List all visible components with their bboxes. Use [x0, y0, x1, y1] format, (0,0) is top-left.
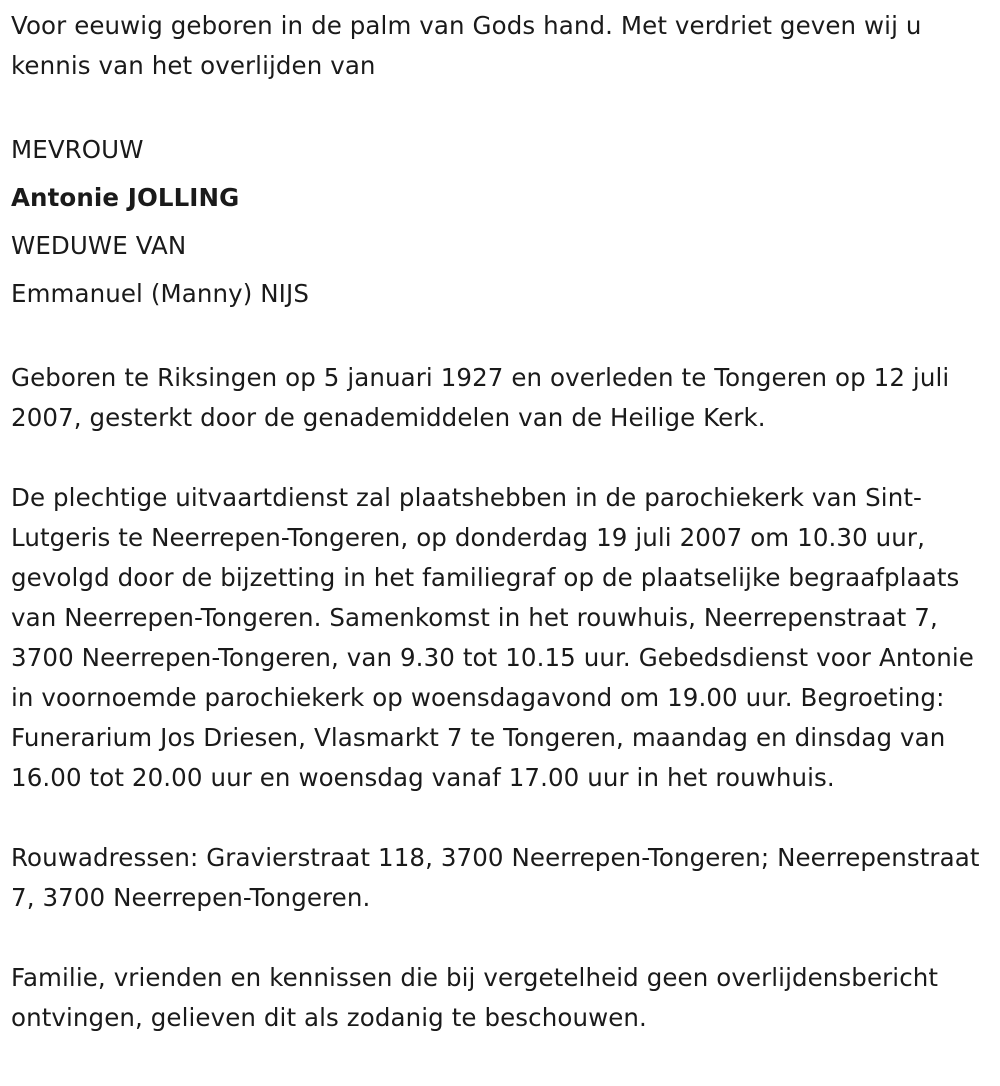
- addresses-paragraph: Rouwadressen: Gravierstraat 118, 3700 Neerrepen-Tongeren; Neerrepenstraat 7, 3700 Neerrepen-Tongeren.: [11, 843, 980, 912]
- obituary-notice: [11, 6, 986, 1038]
- spacer: [11, 86, 986, 126]
- spacer: [11, 798, 986, 838]
- spouse-name: Emmanuel (Manny) NIJS: [11, 279, 309, 308]
- honorific: MEVROUW: [11, 135, 144, 164]
- spacer: [11, 318, 986, 358]
- deceased-block: [11, 126, 986, 318]
- relation-label: WEDUWE VAN: [11, 231, 187, 260]
- deceased-name: Antonie JOLLING: [11, 183, 240, 212]
- spacer: [11, 918, 986, 958]
- closing-paragraph: Familie, vrienden en kennissen die bij vergetelheid geen overlijdensbericht ontvingen, gelieven dit als zodanig te beschouwen.: [11, 963, 939, 1032]
- intro-text: Voor eeuwig geboren in de palm van Gods hand. Met verdriet geven wij u kennis van het overlijden van: [11, 11, 922, 80]
- spacer: [11, 438, 986, 478]
- service-paragraph: De plechtige uitvaartdienst zal plaatshebben in de parochiekerk van Sint-Lutgeris te Neerrepen-Tongeren, op donderdag 19 juli 2007 om 10.30 uur, gevolgd door de bijzetting in het familiegraf op de plaatselijke begraafplaats van Neerrepen-Tongeren. Samenkomst in het rouwhuis, Neerrepenstraat 7, 3700 Neerrepen-Tongeren, van 9.30 tot 10.15 uur. Gebedsdienst voor Antonie in voornoemde parochiekerk op woensdagavond om 19.00 uur. Begroeting: Funerarium Jos Driesen, Vlasmarkt 7 te Tongeren, maandag en dinsdag van 16.00 tot 20.00 uur en woensdag vanaf 17.00 uur in het rouwhuis.: [11, 483, 974, 792]
- birth-death-paragraph: Geboren te Riksingen op 5 januari 1927 en overleden te Tongeren op 12 juli 2007, gesterkt door de genademiddelen van de Heilige Kerk.: [11, 363, 950, 432]
